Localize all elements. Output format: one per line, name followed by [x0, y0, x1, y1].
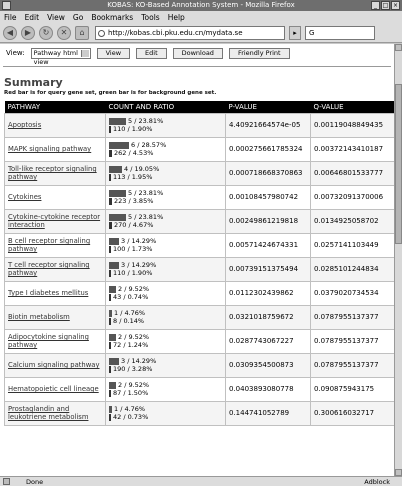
background-count: 42 / 0.73%	[113, 412, 149, 421]
adblock-label[interactable]: Adblock	[364, 477, 390, 486]
background-bar	[109, 414, 111, 421]
view-label: View:	[6, 49, 25, 57]
query-bar	[109, 214, 126, 221]
table-row	[5, 305, 395, 329]
page-content	[0, 44, 394, 476]
menu-file[interactable]: File	[4, 12, 17, 22]
query-bar	[109, 406, 112, 413]
table-row	[5, 353, 395, 377]
pathway-link[interactable]: Cytokines	[5, 185, 106, 209]
q-value-cell: 0.00646801533777	[311, 161, 395, 185]
count-ratio-cell	[106, 137, 226, 161]
p-value-cell: 0.0309354500873	[226, 353, 311, 377]
q-value-cell: 0.0787955137377	[311, 353, 395, 377]
query-bar	[109, 118, 126, 125]
p-value-cell: 0.00249861219818	[226, 209, 311, 233]
window-title: KOBAS: KO-Based Annotation System - Mozilla Firefox	[107, 1, 295, 9]
address-bar[interactable]	[95, 26, 285, 40]
table-row	[5, 329, 395, 353]
q-value-cell: 0.300616032717	[311, 401, 395, 425]
pathway-link[interactable]: Prostaglandin and leukotriene metabolism	[5, 401, 106, 425]
view-toolbar	[0, 44, 394, 66]
pathway-table	[4, 101, 394, 426]
back-icon[interactable]: ◀	[3, 26, 17, 40]
query-bar	[109, 310, 112, 317]
download-button[interactable]: Download	[173, 48, 223, 59]
count-ratio-cell	[106, 329, 226, 353]
status-icon	[3, 478, 10, 485]
menu-tools[interactable]: Tools	[141, 12, 160, 22]
go-button[interactable]: ▸	[289, 26, 301, 40]
query-bar	[109, 238, 119, 245]
pathway-link[interactable]: Calcium signaling pathway	[5, 353, 106, 377]
scrollbar-thumb[interactable]	[395, 84, 402, 244]
background-count: 270 / 4.67%	[114, 220, 154, 229]
background-bar	[109, 150, 112, 157]
count-ratio-cell	[106, 209, 226, 233]
query-count: 5 / 23.81%	[128, 188, 164, 197]
background-bar	[109, 342, 111, 349]
query-count: 4 / 19.05%	[124, 164, 160, 173]
header-q-value[interactable]: Q-VALUE	[311, 101, 395, 113]
count-ratio-cell	[106, 185, 226, 209]
p-value-cell: 0.0112302439862	[226, 281, 311, 305]
background-count: 72 / 1.24%	[113, 340, 149, 349]
count-ratio-cell	[106, 377, 226, 401]
menu-edit[interactable]: Edit	[24, 12, 40, 22]
background-bar	[109, 390, 111, 397]
query-bar	[109, 286, 116, 293]
query-count: 3 / 14.29%	[121, 356, 157, 365]
home-icon[interactable]: ⌂	[75, 26, 89, 40]
view-select[interactable]: Pathway html view	[31, 48, 91, 59]
pathway-link[interactable]: MAPK signaling pathway	[5, 137, 106, 161]
query-bar	[109, 262, 119, 269]
background-bar	[109, 198, 112, 205]
site-favicon-icon	[98, 30, 105, 37]
background-bar	[109, 126, 111, 133]
header-pathway[interactable]: PATHWAY	[5, 101, 106, 113]
pathway-link[interactable]: T cell receptor signaling pathway	[5, 257, 106, 281]
query-count: 6 / 28.57%	[131, 140, 167, 149]
window-menu-icon[interactable]	[2, 1, 11, 10]
q-value-cell: 0.0134925058702	[311, 209, 395, 233]
table-row	[5, 377, 395, 401]
q-value-cell: 0.0787955137377	[311, 305, 395, 329]
divider	[3, 66, 391, 67]
table-row	[5, 113, 395, 137]
q-value-cell: 0.0257141103449	[311, 233, 395, 257]
pathway-link[interactable]: Adipocytokine signaling pathway	[5, 329, 106, 353]
count-ratio-cell	[106, 113, 226, 137]
p-value-cell: 0.00108457980742	[226, 185, 311, 209]
friendly-print-button[interactable]: Friendly Print	[229, 48, 290, 59]
query-bar	[109, 382, 116, 389]
table-row	[5, 185, 395, 209]
q-value-cell: 0.00372143410187	[311, 137, 395, 161]
count-ratio-cell	[106, 401, 226, 425]
background-count: 190 / 3.28%	[113, 364, 153, 373]
background-bar	[109, 222, 112, 229]
query-count: 2 / 9.52%	[118, 332, 150, 341]
pathway-link[interactable]: B cell receptor signaling pathway	[5, 233, 106, 257]
summary-note: Red bar is for query gene set, green bar is for background gene set.	[4, 90, 217, 96]
q-value-cell: 0.0379020734534	[311, 281, 395, 305]
background-count: 110 / 1.90%	[113, 124, 153, 133]
stop-icon[interactable]: ✕	[57, 26, 71, 40]
p-value-cell: 0.000718668370863	[226, 161, 311, 185]
minimize-icon[interactable]: _	[371, 1, 380, 10]
view-button[interactable]: View	[97, 48, 130, 59]
query-count: 3 / 14.29%	[121, 236, 157, 245]
background-count: 8 / 0.14%	[113, 316, 145, 325]
background-count: 113 / 1.95%	[113, 172, 153, 181]
p-value-cell: 4.40921664574e-05	[226, 113, 311, 137]
table-row	[5, 401, 395, 425]
maximize-icon[interactable]: □	[382, 2, 389, 9]
background-bar	[109, 246, 111, 253]
background-count: 110 / 1.90%	[113, 268, 153, 277]
background-bar	[109, 174, 111, 181]
menu-help[interactable]: Help	[167, 12, 185, 22]
reload-icon[interactable]: ↻	[39, 26, 53, 40]
p-value-cell: 0.0287743067227	[226, 329, 311, 353]
q-value-cell: 0.0787955137377	[311, 329, 395, 353]
menu-bar	[0, 11, 402, 23]
background-bar	[109, 318, 111, 325]
scroll-up-icon[interactable]	[395, 44, 402, 51]
count-ratio-cell	[106, 281, 226, 305]
table-row	[5, 209, 395, 233]
pathway-link[interactable]: Apoptosis	[5, 113, 106, 137]
table-row	[5, 161, 395, 185]
menu-bookmarks[interactable]: Bookmarks	[91, 12, 134, 22]
count-ratio-cell	[106, 233, 226, 257]
edit-button[interactable]: Edit	[136, 48, 167, 59]
p-value-cell: 0.000275661785324	[226, 137, 311, 161]
background-count: 43 / 0.74%	[113, 292, 149, 301]
menu-go[interactable]: Go	[72, 12, 84, 22]
scroll-down-icon[interactable]	[395, 469, 402, 476]
forward-icon[interactable]: ▶	[21, 26, 35, 40]
query-bar	[109, 190, 126, 197]
query-bar	[109, 166, 122, 173]
vertical-scrollbar[interactable]	[394, 44, 402, 476]
count-ratio-cell	[106, 305, 226, 329]
p-value-cell: 0.00571424674331	[226, 233, 311, 257]
header-count-ratio[interactable]: COUNT AND RATIO	[106, 101, 226, 113]
table-row	[5, 137, 395, 161]
search-input[interactable]: G	[305, 26, 375, 40]
status-bar	[0, 476, 402, 486]
q-value-cell: 0.00732091370006	[311, 185, 395, 209]
status-text: Done	[26, 477, 44, 486]
p-value-cell: 0.0403893080778	[226, 377, 311, 401]
query-count: 2 / 9.52%	[118, 284, 150, 293]
query-count: 2 / 9.52%	[118, 380, 150, 389]
background-count: 262 / 4.53%	[114, 148, 154, 157]
table-header-row	[5, 101, 395, 113]
table-row	[5, 281, 395, 305]
pathway-link[interactable]: Cytokine-cytokine receptor interaction	[5, 209, 106, 233]
p-value-cell: 0.0321018759672	[226, 305, 311, 329]
background-bar	[109, 294, 111, 301]
address-text: http://kobas.cbi.pku.edu.cn/mydata.se	[108, 28, 243, 37]
q-value-cell: 0.00119048849435	[311, 113, 395, 137]
background-count: 223 / 3.85%	[114, 196, 154, 205]
query-count: 1 / 4.76%	[114, 404, 146, 413]
query-bar	[109, 142, 129, 149]
q-value-cell: 0.0285101244834	[311, 257, 395, 281]
background-count: 87 / 1.50%	[113, 388, 149, 397]
query-bar	[109, 358, 119, 365]
query-bar	[109, 334, 116, 341]
pathway-link[interactable]: Toll-like receptor signaling pathway	[5, 161, 106, 185]
pathway-link[interactable]: Biotin metabolism	[5, 305, 106, 329]
background-bar	[109, 270, 111, 277]
close-icon[interactable]: ×	[392, 2, 399, 9]
header-p-value[interactable]: P-VALUE	[226, 101, 311, 113]
query-count: 5 / 23.81%	[128, 212, 164, 221]
q-value-cell: 0.090875943175	[311, 377, 395, 401]
query-count: 1 / 4.76%	[114, 308, 146, 317]
query-count: 5 / 23.81%	[128, 116, 164, 125]
count-ratio-cell	[106, 257, 226, 281]
p-value-cell: 0.00739151375494	[226, 257, 311, 281]
summary-heading: Summary	[4, 76, 63, 89]
table-row	[5, 257, 395, 281]
table-row	[5, 233, 395, 257]
p-value-cell: 0.144741052789	[226, 401, 311, 425]
pathway-link[interactable]: Hematopoietic cell lineage	[5, 377, 106, 401]
count-ratio-cell	[106, 161, 226, 185]
navigation-toolbar	[0, 23, 402, 43]
pathway-link[interactable]: Type I diabetes mellitus	[5, 281, 106, 305]
query-count: 3 / 14.29%	[121, 260, 157, 269]
menu-view[interactable]: View	[47, 12, 65, 22]
background-bar	[109, 366, 111, 373]
count-ratio-cell	[106, 353, 226, 377]
window-titlebar	[0, 0, 402, 11]
background-count: 100 / 1.73%	[113, 244, 153, 253]
